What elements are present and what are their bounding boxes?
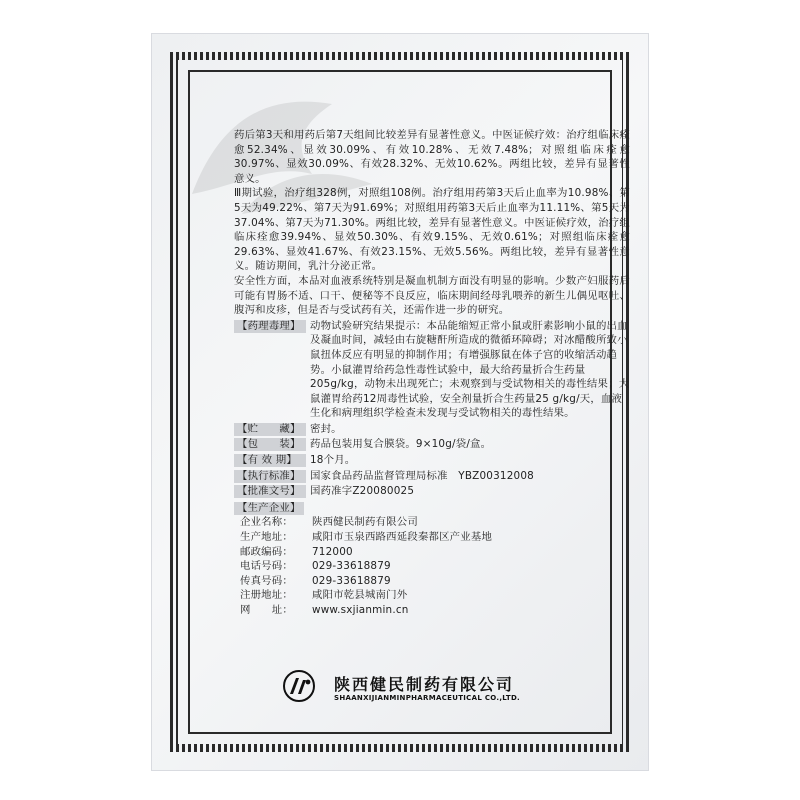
row-key: 电话号码：	[240, 560, 293, 573]
postal-code-row	[240, 545, 630, 560]
section-label: 【有 效 期】	[234, 454, 306, 467]
safety-paragraph: 安全性方面，本品对血液系统特别是凝血机制方面没有明显的影响。少数产妇服药后可能有胃肠不适、口干、便秘等不良反应，临床期间经母乳喂养的新生儿偶见呕吐、腹泻和皮疹，但是否与受试药有关，还需作进一步的研究。	[234, 274, 630, 317]
section-value: 密封。	[310, 422, 342, 435]
section-label: 【执行标准】	[234, 470, 306, 483]
manufacturer-details	[240, 515, 630, 617]
row-key: 企业名称：	[240, 516, 293, 529]
section-standard	[234, 469, 630, 484]
clinical-paragraph-2: Ⅲ期试验，治疗组328例，对照组108例。治疗组用药第3天后止血率为10.98%、第5天为49.22%、第7天为91.69%；对照组用药第3天后止血率为11.11%、第5天为37.04%、第7天为71.30%。两组比较，差异有显著性意义。中医证候疗效，治疗组临床痊愈39.94%、显效50.30%、有效9.15%、无效0.61%；对照组临床痊愈29.63%、显效41.67%、有效23.15%、无效5.56%。两组比较，差异有显著性意义。随访期间，乳汁分泌正常。	[234, 187, 630, 273]
section-label: 【批准文号】	[234, 485, 306, 498]
row-value: 咸阳市乾县城南门外	[312, 589, 408, 602]
section-label: 【包 装】	[234, 438, 306, 451]
section-package	[234, 437, 630, 452]
row-key: 生产地址：	[240, 531, 293, 544]
row-value: 029-33618879	[312, 574, 391, 587]
row-value: 咸阳市玉泉西路西延段秦都区产业基地	[312, 531, 493, 544]
section-value: 国药准字Z20080025	[310, 485, 415, 498]
section-value: 动物试验研究结果提示：本品能缩短正常小鼠或肝素影响小鼠的出血及凝血时间，减轻由右旋糖酐所造成的微循环障碍；对冰醋酸所致小鼠扭体反应有明显的抑制作用；有增强豚鼠在体子宫的收缩活动趋势。小鼠灌胃给药急性毒性试验中，最大给药量折合生药量205g/kg，动物未出现死亡；未观察到与受试物相关的毒性结果；大鼠灌胃给药12周毒性试验，安全剂量折合生药量25 g/kg/天，血液生化和病理组织学检查未发现与受试物相关的毒性结果。	[310, 319, 630, 420]
leaflet-sheet	[152, 34, 648, 770]
section-storage	[234, 422, 630, 437]
company-name-en: SHAANXIJIANMINPHARMACEUTICAL CO.,LTD.	[334, 694, 521, 702]
section-pharmacology	[234, 319, 630, 421]
section-value: 国家食品药品监督管理局标准 YBZ00312008	[310, 469, 534, 482]
row-key: 注册地址：	[240, 589, 293, 602]
row-key: 传真号码：	[240, 574, 293, 587]
row-value: 712000	[312, 545, 353, 558]
phone-row	[240, 559, 630, 574]
section-label: 【生产企业】	[234, 502, 304, 515]
row-value: 029-33618879	[312, 560, 391, 573]
row-key: 邮政编码：	[240, 545, 293, 558]
section-value: 药品包装用复合膜袋。9×10g/袋/盒。	[310, 438, 492, 451]
row-key: 网 址：	[240, 604, 293, 616]
section-label: 【贮 藏】	[234, 423, 306, 436]
fax-row	[240, 574, 630, 589]
row-value: www.sxjianmin.cn	[312, 604, 409, 616]
section-expiry	[234, 453, 630, 468]
company-name-row	[240, 515, 630, 530]
section-label: 【药理毒理】	[234, 320, 306, 333]
website-row	[240, 603, 630, 618]
production-address-row	[240, 530, 630, 545]
clinical-paragraph-1: 药后第3天和用药后第7天组间比较差异有显著性意义。中医证候疗效：治疗组临床痊愈52.34%、显效30.09%、有效10.28%、无效7.48%；对照组临床痊愈30.97%、显效30.09%、有效28.32%、无效10.62%。两组比较，差异有显著性意义。	[234, 129, 630, 185]
manufacturer-section	[234, 501, 630, 516]
company-name-cn: 陕西健民制药有限公司	[334, 675, 515, 694]
section-approval	[234, 484, 630, 499]
leaflet-body	[234, 128, 630, 618]
registered-address-row	[240, 588, 630, 603]
section-value: 18个月。	[310, 454, 356, 467]
company-logo-icon	[282, 670, 316, 702]
row-value: 陕西健民制药有限公司	[312, 516, 418, 529]
